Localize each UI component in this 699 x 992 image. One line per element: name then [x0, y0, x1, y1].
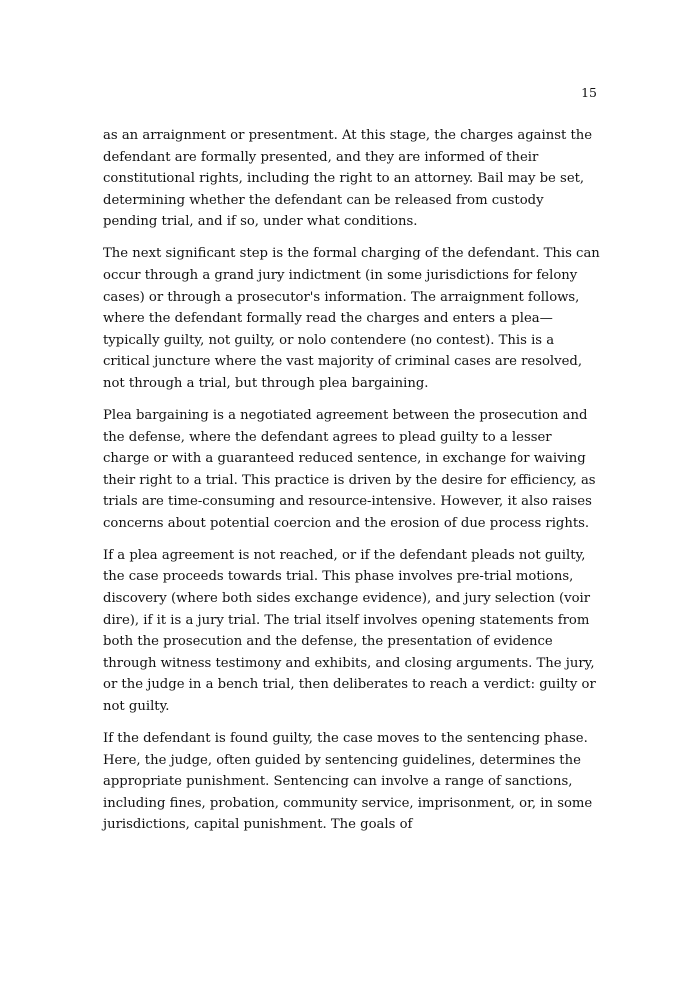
body-text [103, 125, 600, 836]
paragraph: Plea bargaining is a negotiated agreement between the prosecution and the defense, where the defendant agrees to plead guilty to a lesser charge or with a guaranteed reduced sentence, in exchange for waiving their right to a trial. This practice is driven by the desire for efficiency, as trials are time-consuming and resource-intensive. However, it also raises concerns about potential coercion and the erosion of due process rights. [103, 407, 596, 531]
paragraph: The next significant step is the formal charging of the defendant. This can occur through a grand jury indictment (in some jurisdictions for felony cases) or through a prosecutor's information. The arraignment follows, where the defendant formally read the charges and enters a plea—typically guilty, not guilty, or nolo contendere (no contest). This is a critical juncture where the vast majority of criminal cases are resolved, not through a trial, but through plea bargaining. [103, 246, 600, 391]
paragraph: If the defendant is found guilty, the case moves to the sentencing phase. Here, the judge, often guided by sentencing guidelines, determines the appropriate punishment. Sentencing can involve a range of sanctions, including fines, probation, community service, imprisonment, or, in some jurisdictions, capital punishment. The goals of [103, 731, 593, 833]
paragraph: If a plea agreement is not reached, or if the defendant pleads not guilty, the case proceeds towards trial. This phase involves pre-trial motions, discovery (where both sides exchange evidence), and jury selection (voir dire), if it is a jury trial. The trial itself involves opening statements from both the prosecution and the defense, the presentation of evidence through witness testimony and exhibits, and closing arguments. The jury, or the judge in a bench trial, then deliberates to reach a verdict: guilty or not guilty. [103, 547, 596, 715]
page-number: 15 [581, 85, 597, 100]
paragraph: as an arraignment or presentment. At this stage, the charges against the defendant are formally presented, and they are informed of their constitutional rights, including the right to an attorney. Bail may be set, determining whether the defendant can be released from custody pending trial, and if so, under what conditions. [103, 128, 593, 230]
